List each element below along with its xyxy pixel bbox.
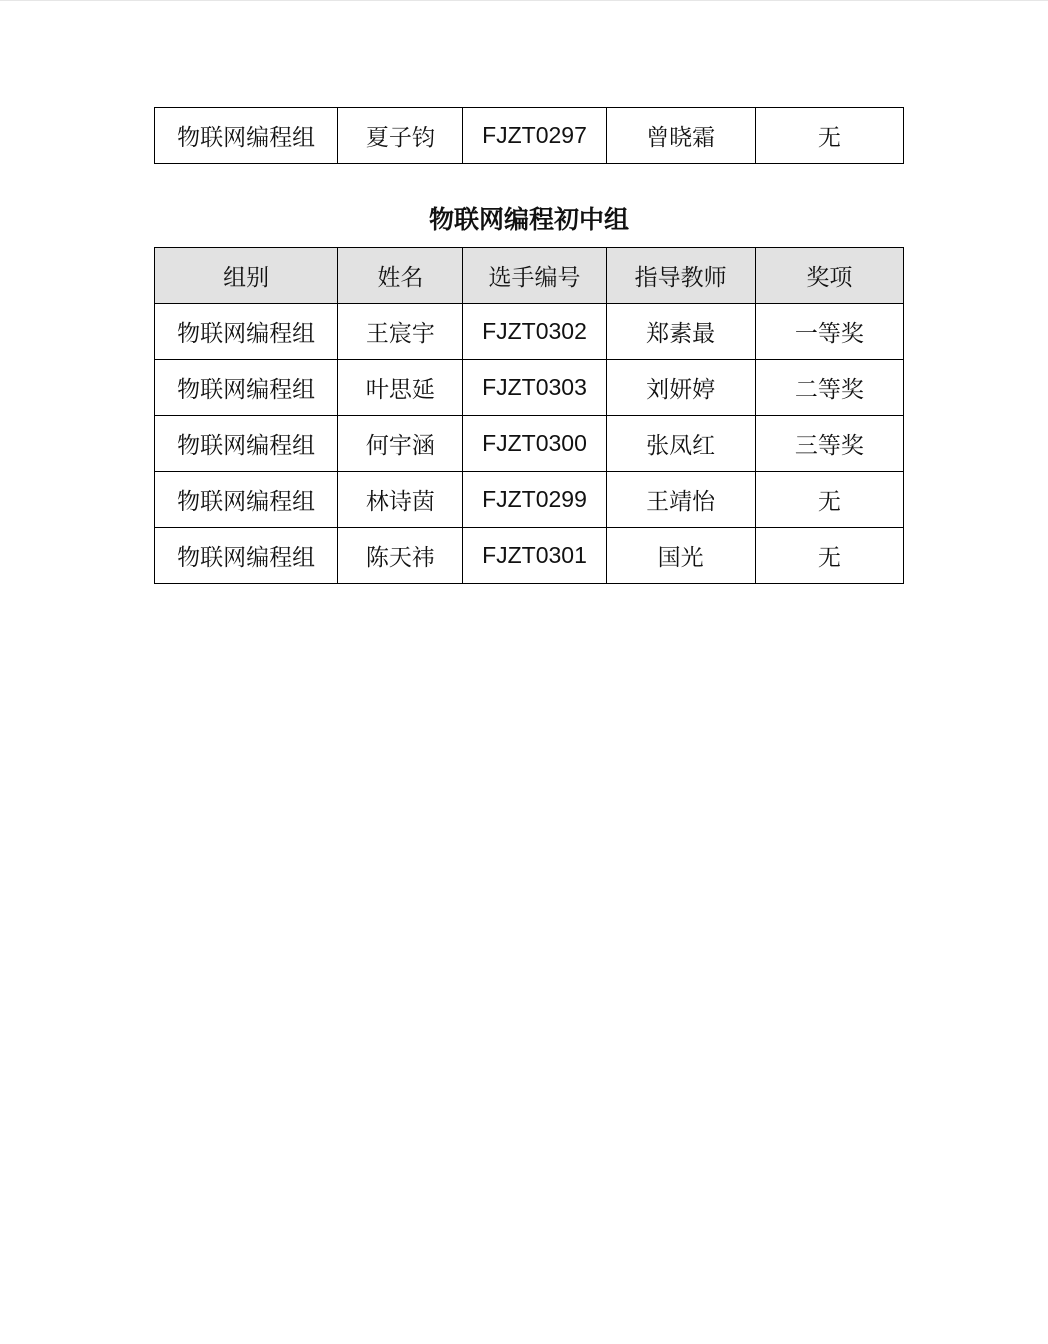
award-cell: 一等奖	[755, 304, 903, 360]
table-row	[155, 304, 904, 360]
group-cell: 物联网编程组	[155, 360, 338, 416]
id-cell: FJZT0297	[463, 108, 606, 164]
header-id: 选手编号	[463, 248, 606, 304]
section-title: 物联网编程初中组	[428, 205, 629, 234]
group-cell: 物联网编程组	[155, 528, 338, 584]
table-row	[155, 528, 904, 584]
teacher-cell: 郑素最	[606, 304, 755, 360]
header-teacher: 指导教师	[606, 248, 755, 304]
results-table	[154, 247, 904, 584]
header-award: 奖项	[755, 248, 903, 304]
name-cell: 林诗茵	[338, 472, 463, 528]
teacher-cell: 王靖怡	[606, 472, 755, 528]
id-cell: FJZT0303	[463, 360, 606, 416]
award-cell: 二等奖	[755, 360, 903, 416]
continued-results-table	[154, 107, 904, 164]
teacher-cell: 国光	[606, 528, 755, 584]
header-name: 姓名	[338, 248, 463, 304]
id-cell: FJZT0302	[463, 304, 606, 360]
group-cell: 物联网编程组	[155, 108, 338, 164]
id-cell: FJZT0301	[463, 528, 606, 584]
group-cell: 物联网编程组	[155, 416, 338, 472]
teacher-cell: 刘妍婷	[606, 360, 755, 416]
header-row	[155, 248, 904, 304]
name-cell: 夏子钧	[338, 108, 463, 164]
name-cell: 陈天祎	[338, 528, 463, 584]
award-cell: 无	[755, 528, 903, 584]
name-cell: 何宇涵	[338, 416, 463, 472]
group-cell: 物联网编程组	[155, 304, 338, 360]
table-row	[155, 472, 904, 528]
header-group: 组别	[155, 248, 338, 304]
teacher-cell: 张凤红	[606, 416, 755, 472]
id-cell: FJZT0300	[463, 416, 606, 472]
table-row	[155, 360, 904, 416]
page-edge	[0, 0, 1048, 1]
name-cell: 叶思延	[338, 360, 463, 416]
name-cell: 王宸宇	[338, 304, 463, 360]
award-cell: 三等奖	[755, 416, 903, 472]
id-cell: FJZT0299	[463, 472, 606, 528]
award-cell: 无	[755, 108, 903, 164]
award-cell: 无	[755, 472, 903, 528]
group-cell: 物联网编程组	[155, 472, 338, 528]
teacher-cell: 曾晓霜	[606, 108, 755, 164]
table-row	[155, 108, 904, 164]
table-row	[155, 416, 904, 472]
